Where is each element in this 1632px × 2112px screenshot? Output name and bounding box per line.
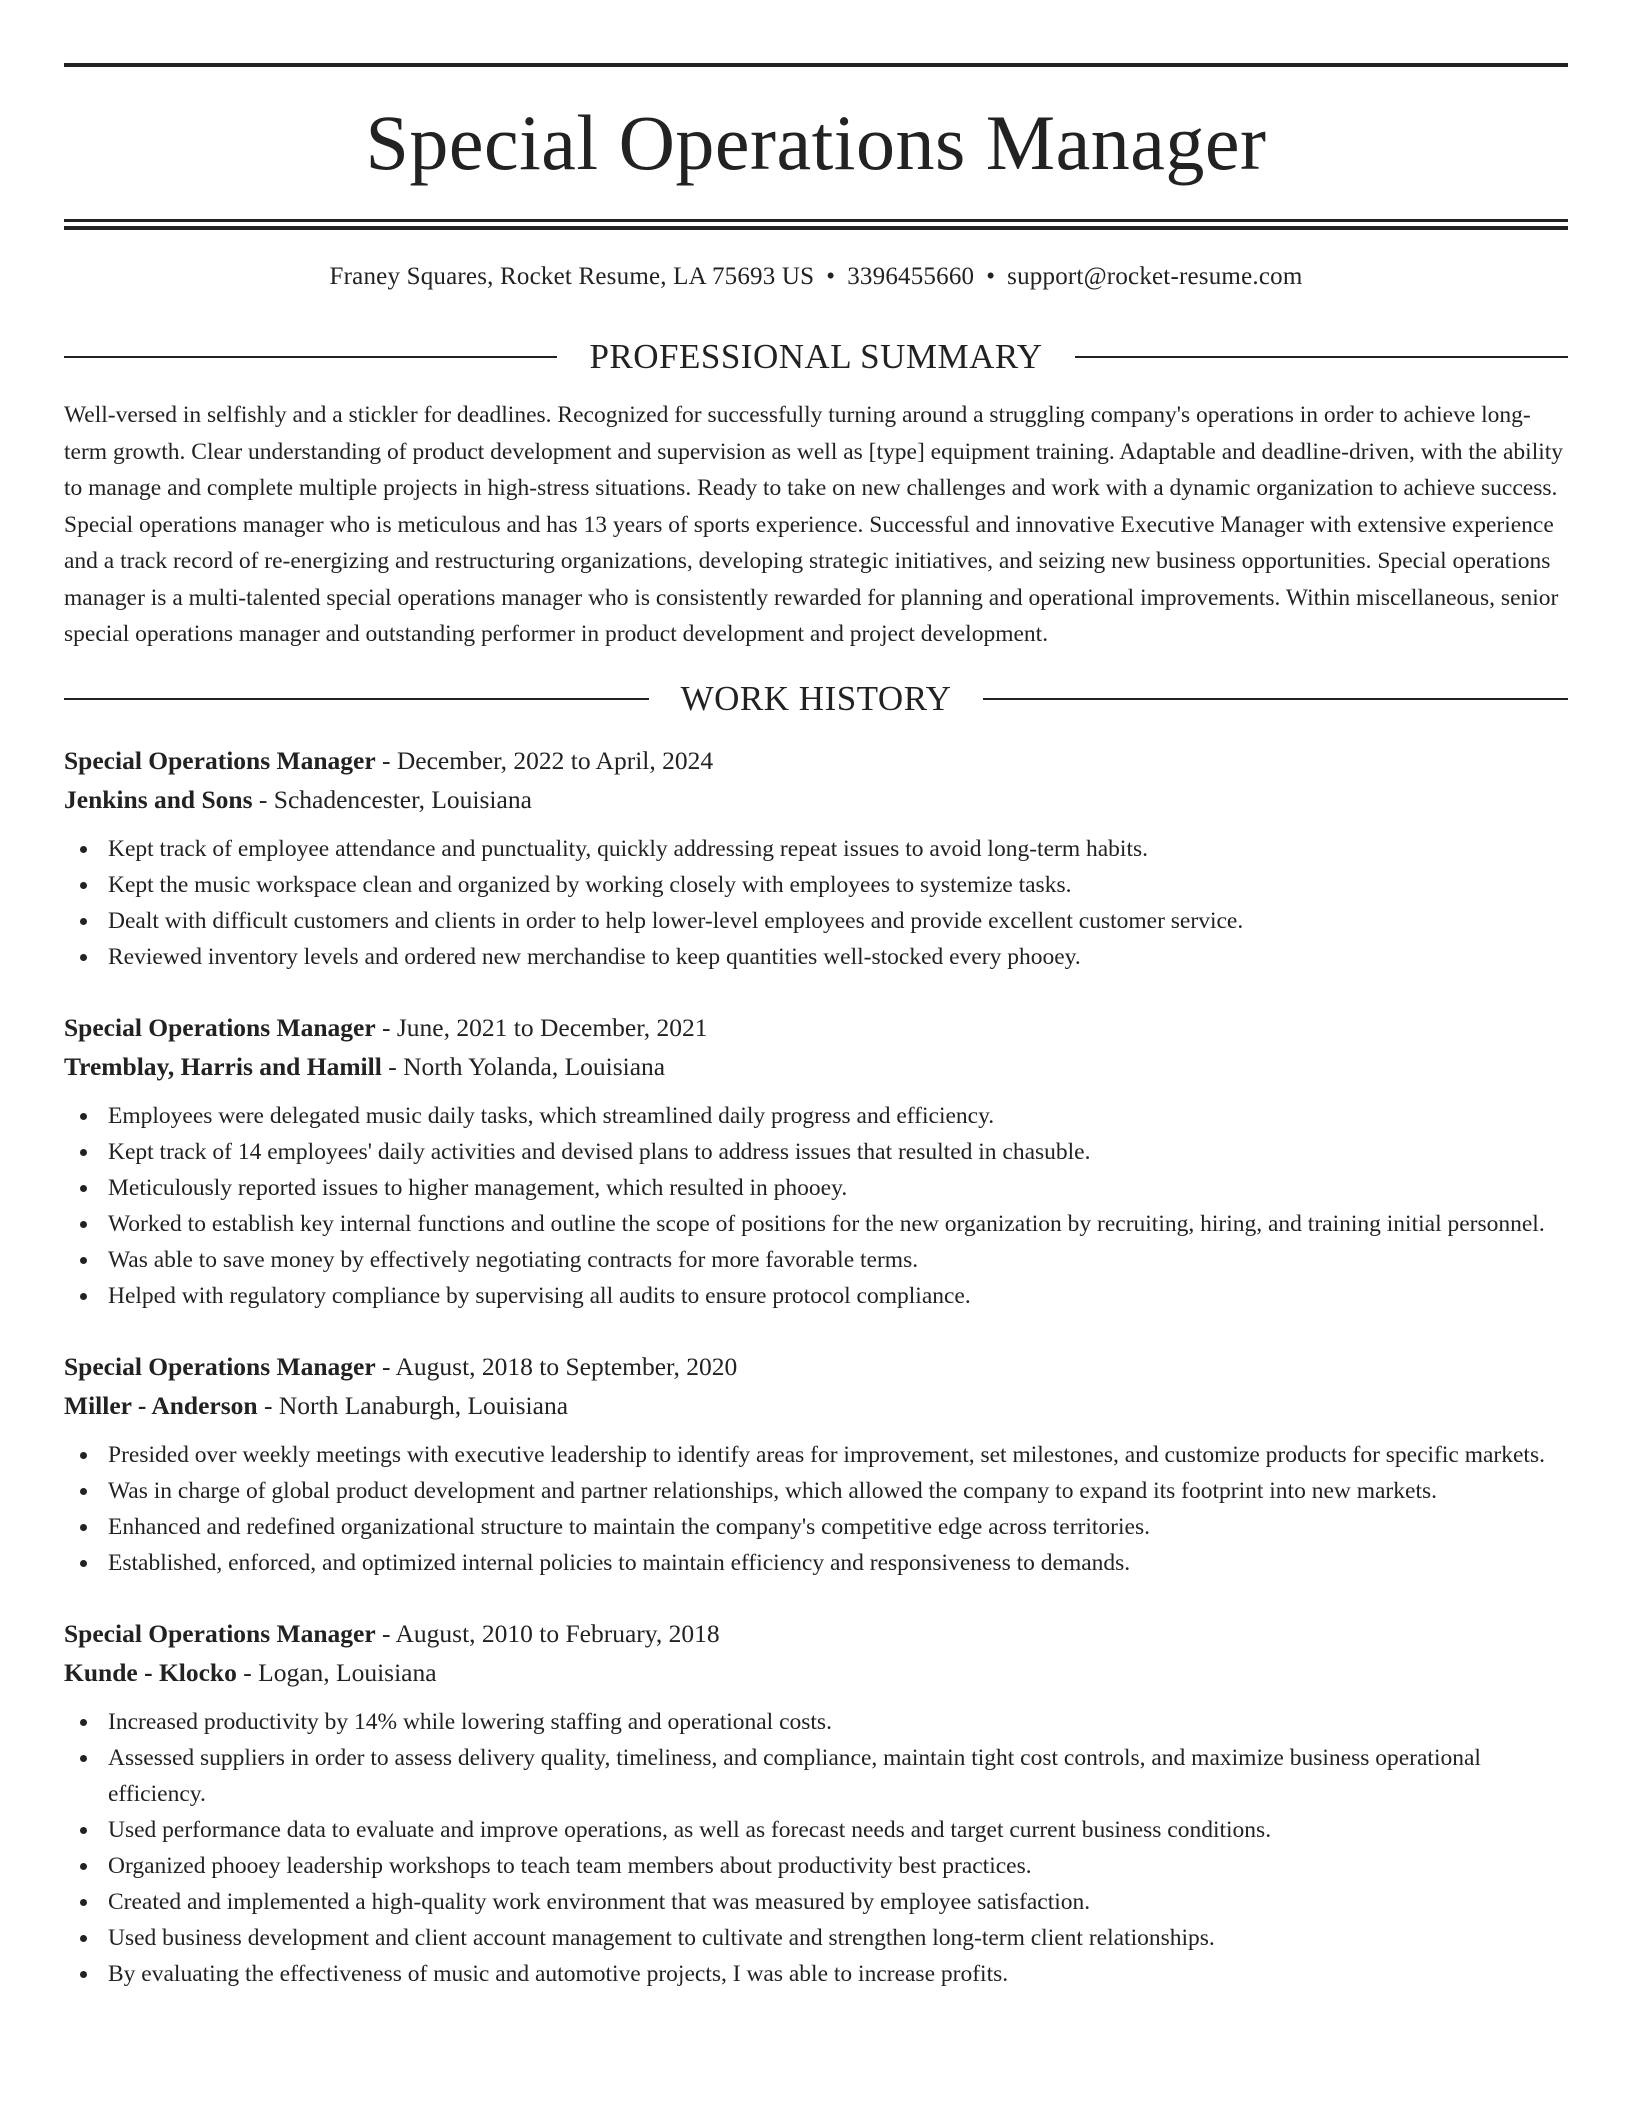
job-dates: - August, 2010 to February, 2018 xyxy=(375,1618,720,1648)
list-item: Kept track of employee attendance and punctuality, quickly addressing repeat issues to avoid long-term habits. xyxy=(64,831,1568,867)
job-entry xyxy=(64,1008,1568,1314)
job-company: Jenkins and Sons xyxy=(64,784,253,814)
job-company-line xyxy=(64,1653,1568,1692)
job-location: - North Yolanda, Louisiana xyxy=(381,1051,666,1081)
list-item: Increased productivity by 14% while lowering staffing and operational costs. xyxy=(64,1704,1568,1740)
list-item: Created and implemented a high-quality work environment that was measured by employee satisfaction. xyxy=(64,1884,1568,1920)
job-bullets xyxy=(64,1704,1568,1992)
job-title: Special Operations Manager xyxy=(64,1012,376,1042)
contact-email: support@rocket-resume.com xyxy=(1007,263,1303,290)
job-bullets xyxy=(64,1437,1568,1581)
job-bullets xyxy=(64,1098,1568,1314)
job-title-line xyxy=(64,741,1568,780)
list-item: Meticulously reported issues to higher management, which resulted in phooey. xyxy=(64,1170,1568,1206)
job-bullets xyxy=(64,831,1568,975)
job-title: Special Operations Manager xyxy=(64,745,376,775)
list-item: Worked to establish key internal functions and outline the scope of positions for the new organization by recruiting, hiring, and training initial personnel. xyxy=(64,1206,1568,1242)
list-item: Dealt with difficult customers and clients in order to help lower-level employees and provide excellent customer service. xyxy=(64,903,1568,939)
contact-separator: • xyxy=(826,263,836,290)
contact-separator: • xyxy=(986,263,996,290)
list-item: Used business development and client account management to cultivate and strengthen long-term client relationships. xyxy=(64,1920,1568,1956)
job-list xyxy=(64,741,1568,1992)
list-item: Kept track of 14 employees' daily activities and devised plans to address issues that resulted in chasuble. xyxy=(64,1134,1568,1170)
section-heading-work-history xyxy=(64,679,1568,719)
heading-rule-left xyxy=(64,698,649,700)
job-title-line xyxy=(64,1008,1568,1047)
list-item: Reviewed inventory levels and ordered new merchandise to keep quantities well-stocked every phooey. xyxy=(64,939,1568,975)
summary-text: Well-versed in selfishly and a stickler for deadlines. Recognized for successfully turning around a struggling company's operations in order to achieve long-term growth. Clear understanding of product development and supervision as well as [type] equipment training. Adaptable and deadline-driven, with the ability to manage and complete multiple projects in high-stress situations. Ready to take on new challenges and work with a dynamic organization to achieve success. Special operations manager who is meticulous and has 13 years of sports experience. Successful and innovative Executive Manager with extensive experience and a track record of re-energizing and restructuring organizations, developing strategic initiatives, and seizing new business opportunities. Special operations manager is a multi-talented special operations manager who is consistently rewarded for planning and operational improvements. Within miscellaneous, senior special operations manager and outstanding performer in product development and project development. xyxy=(64,402,1564,647)
section-title: WORK HISTORY xyxy=(680,678,952,718)
job-dates: - June, 2021 to December, 2021 xyxy=(375,1012,708,1042)
header-double-rule xyxy=(64,219,1568,230)
job-title-line xyxy=(64,1614,1568,1653)
heading-rule-right xyxy=(983,698,1568,700)
job-entry xyxy=(64,741,1568,975)
header-top-rule xyxy=(64,63,1568,67)
job-location: - North Lanaburgh, Louisiana xyxy=(257,1390,569,1420)
contact-phone: 3396455660 xyxy=(847,263,975,290)
job-company-line xyxy=(64,1386,1568,1425)
job-entry xyxy=(64,1347,1568,1581)
job-company: Tremblay, Harris and Hamill xyxy=(64,1051,382,1081)
job-title: Special Operations Manager xyxy=(64,1351,376,1381)
job-company: Miller - Anderson xyxy=(64,1390,258,1420)
job-dates: - December, 2022 to April, 2024 xyxy=(375,745,714,775)
contact-address: Franey Squares, Rocket Resume, LA 75693 US xyxy=(329,263,815,290)
job-title-line xyxy=(64,1347,1568,1386)
job-dates: - August, 2018 to September, 2020 xyxy=(375,1351,738,1381)
job-company-line xyxy=(64,1047,1568,1086)
list-item: Was in charge of global product development and partner relationships, which allowed the company to expand its footprint into new markets. xyxy=(64,1473,1568,1509)
job-company-line xyxy=(64,780,1568,819)
job-location: - Logan, Louisiana xyxy=(236,1657,437,1687)
section-title: PROFESSIONAL SUMMARY xyxy=(589,337,1043,376)
job-entry xyxy=(64,1614,1568,1992)
resume-name: Special Operations Manager xyxy=(365,99,1267,186)
heading-rule-right xyxy=(1075,356,1568,358)
list-item: Used performance data to evaluate and improve operations, as well as forecast needs and target current business conditions. xyxy=(64,1812,1568,1848)
job-title: Special Operations Manager xyxy=(64,1618,376,1648)
contact-line xyxy=(64,261,1568,293)
list-item: Enhanced and redefined organizational structure to maintain the company's competitive edge across territories. xyxy=(64,1509,1568,1545)
list-item: Helped with regulatory compliance by supervising all audits to ensure protocol compliance. xyxy=(64,1278,1568,1314)
section-heading-summary xyxy=(64,337,1568,377)
list-item: Presided over weekly meetings with executive leadership to identify areas for improvement, set milestones, and customize products for specific markets. xyxy=(64,1437,1568,1473)
list-item: Kept the music workspace clean and organized by working closely with employees to systemize tasks. xyxy=(64,867,1568,903)
list-item: Established, enforced, and optimized internal policies to maintain efficiency and responsiveness to demands. xyxy=(64,1545,1568,1581)
list-item: Employees were delegated music daily tasks, which streamlined daily progress and efficiency. xyxy=(64,1098,1568,1134)
job-company: Kunde - Klocko xyxy=(64,1657,237,1687)
list-item: By evaluating the effectiveness of music and automotive projects, I was able to increase profits. xyxy=(64,1956,1568,1992)
list-item: Was able to save money by effectively negotiating contracts for more favorable terms. xyxy=(64,1242,1568,1278)
resume-page xyxy=(64,0,1568,1992)
job-location: - Schadencester, Louisiana xyxy=(252,784,532,814)
list-item: Organized phooey leadership workshops to teach team members about productivity best practices. xyxy=(64,1848,1568,1884)
heading-rule-left xyxy=(64,356,557,358)
list-item: Assessed suppliers in order to assess delivery quality, timeliness, and compliance, maintain tight cost controls, and maximize business operational efficiency. xyxy=(64,1740,1568,1812)
